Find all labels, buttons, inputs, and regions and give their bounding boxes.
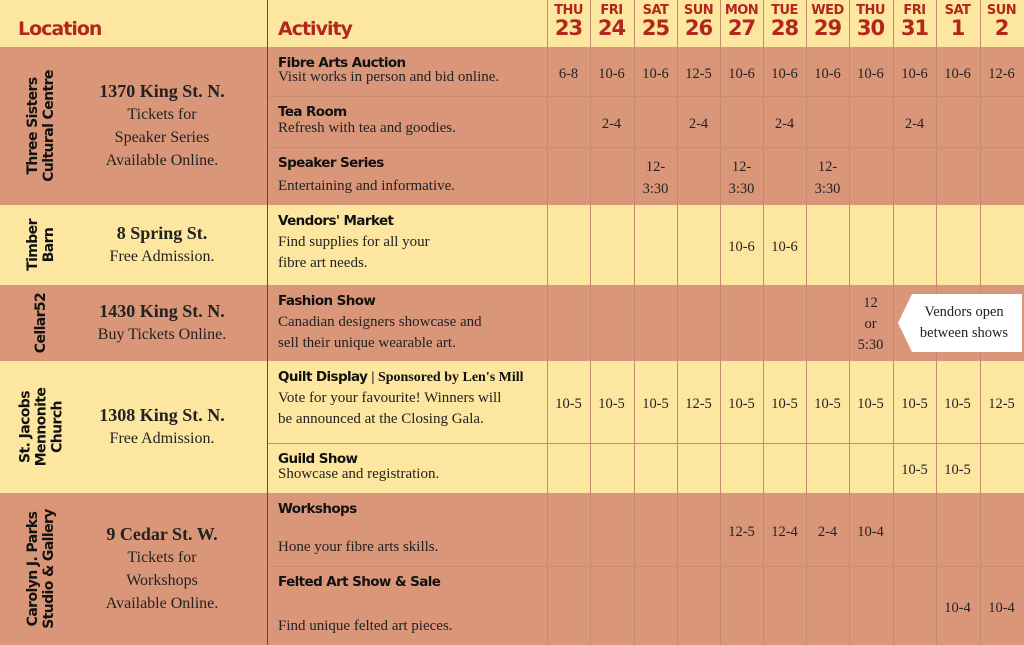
day-column-line	[849, 0, 850, 645]
time-cell: 10-6	[901, 65, 928, 82]
day-column-line	[893, 0, 894, 645]
location-note: Free Admission.	[109, 248, 215, 265]
location-details	[82, 493, 242, 645]
time-cell: 10-4	[988, 599, 1015, 616]
time-cell: 10-5	[901, 396, 928, 412]
day-number: 24	[597, 16, 626, 40]
day-of-week: SUN	[986, 3, 1017, 18]
day-number: 31	[900, 16, 929, 40]
location-name-text: St. Jacobs Mennonite Church	[16, 387, 65, 467]
activity-title-text: Quilt Display	[278, 369, 368, 385]
day-number: 27	[727, 16, 756, 40]
time-cell: 12- 3:30	[814, 159, 841, 197]
location-note: Tickets for	[127, 106, 197, 123]
activity-description: Showcase and registration.	[278, 466, 440, 482]
time-cell: 12-6	[988, 65, 1015, 82]
day-header	[590, 4, 633, 39]
location-note: Available Online.	[105, 595, 219, 612]
day-column-line	[547, 0, 548, 645]
time-cell: 12- 3:30	[728, 159, 755, 197]
day-of-week: SUN	[683, 3, 714, 18]
location-name-text: Cellar52	[33, 292, 49, 354]
location-address: 1430 King St. N.	[99, 301, 225, 321]
time-cell: 10-5	[944, 396, 971, 412]
day-of-week: THU	[554, 3, 583, 18]
activity-title-text: Guild Show	[278, 451, 358, 467]
time-cell: 10-5	[857, 396, 884, 412]
activity-title	[278, 574, 440, 590]
time-cell: 12 or 5:30	[857, 294, 884, 353]
activity-title-text: Tea Room	[278, 104, 347, 120]
time-cell: 10-6	[728, 239, 755, 255]
activity-description: Find unique felted art pieces.	[278, 618, 453, 634]
time-cell: 10-5	[771, 396, 798, 412]
day-header	[893, 4, 936, 39]
day-header	[806, 4, 849, 39]
day-column-line	[806, 0, 807, 645]
vendors-open-callout	[898, 294, 1022, 352]
time-cell: 12-5	[988, 396, 1015, 412]
day-of-week: WED	[811, 3, 844, 18]
time-cell: 10-6	[598, 65, 625, 82]
location-name	[0, 493, 82, 645]
time-cell: 6-8	[558, 65, 579, 82]
activity-title	[278, 213, 393, 229]
activity-description: Hone your fibre arts skills.	[278, 539, 439, 555]
day-column-line	[720, 0, 721, 645]
location-address: 1308 King St. N.	[99, 405, 225, 425]
activity-description: Canadian designers showcase and sell their unique wearable art.	[278, 314, 482, 351]
time-cell: 10-6	[944, 65, 971, 82]
location-details	[82, 361, 242, 493]
activity-title-text: Speaker Series	[278, 155, 384, 171]
day-header	[849, 4, 892, 39]
time-cell: 10-6	[771, 65, 798, 82]
day-number: 1	[950, 16, 965, 40]
activity-description: Refresh with tea and goodies.	[278, 120, 456, 136]
day-column-line	[634, 0, 635, 645]
time-cell: 10-6	[728, 65, 755, 82]
time-cell: 10-6	[642, 65, 669, 82]
time-cell: 2-4	[601, 115, 622, 132]
day-header	[763, 4, 806, 39]
time-cell: 10-5	[555, 396, 582, 412]
activity-title	[278, 155, 384, 171]
day-number: 30	[856, 16, 885, 40]
time-cell: 12- 3:30	[642, 159, 669, 197]
location-name	[0, 47, 82, 205]
activity-title	[278, 293, 375, 309]
location-name	[0, 205, 82, 285]
callout-text: Vendors open between shows	[919, 304, 1009, 341]
day-header	[980, 4, 1023, 39]
activity-header: Activity	[278, 18, 352, 40]
day-of-week: TUE	[771, 3, 798, 18]
day-of-week: MON	[724, 3, 759, 18]
activity-description: Vote for your favourite! Winners will be announced at the Closing Gala.	[278, 390, 502, 427]
location-note: Workshops	[126, 572, 198, 589]
day-number: 28	[770, 16, 799, 40]
day-of-week: FRI	[903, 3, 926, 18]
day-number: 25	[641, 16, 670, 40]
activity-title-text: Fibre Arts Auction	[278, 55, 406, 71]
time-cell: 10-5	[642, 396, 669, 412]
location-name-text: Three Sisters Cultural Centre	[25, 70, 57, 182]
time-cell: 12-4	[771, 523, 798, 540]
activity-title	[278, 369, 524, 386]
day-number: 29	[813, 16, 842, 40]
activity-title-text: Workshops	[278, 501, 357, 517]
time-cell: 10-6	[771, 239, 798, 255]
activity-divider	[268, 566, 1024, 567]
day-number: 26	[684, 16, 713, 40]
activity-sponsor: | Sponsored by Len's Mill	[371, 370, 524, 385]
location-note: Available Online.	[105, 152, 219, 169]
location-details	[82, 285, 242, 361]
day-header	[720, 4, 763, 39]
location-name-text: Carolyn J. Parks Studio & Gallery	[25, 509, 58, 629]
time-cell: 10-5	[728, 396, 755, 412]
activity-divider	[268, 147, 1024, 148]
day-of-week: SAT	[642, 3, 669, 18]
time-cell: 12-5	[685, 65, 712, 82]
activity-title-text: Felted Art Show & Sale	[278, 574, 441, 590]
activity-description: Entertaining and informative.	[278, 178, 456, 194]
day-header	[677, 4, 720, 39]
location-address: 9 Cedar St. W.	[106, 524, 218, 544]
time-cell: 2-4	[817, 523, 838, 540]
activity-description: Find supplies for all your fibre art needs.	[278, 234, 430, 271]
day-header	[547, 4, 590, 39]
day-of-week: SAT	[944, 3, 971, 18]
activity-title	[278, 501, 357, 517]
activity-title-text: Vendors' Market	[278, 213, 394, 229]
time-cell: 10-5	[901, 462, 928, 478]
activity-title-text: Fashion Show	[278, 293, 376, 309]
location-note: Buy Tickets Online.	[97, 326, 227, 343]
location-name	[0, 361, 82, 493]
day-header	[634, 4, 677, 39]
day-number: 2	[994, 16, 1009, 40]
time-cell: 10-6	[857, 65, 884, 82]
activity-divider	[268, 443, 1024, 444]
location-details	[82, 205, 242, 285]
activity-description: Visit works in person and bid online.	[278, 69, 500, 85]
time-cell: 10-5	[598, 396, 625, 412]
location-name-text: Timber Barn	[24, 219, 57, 271]
location-note: Free Admission.	[109, 430, 215, 447]
time-cell: 2-4	[688, 115, 709, 132]
time-cell: 2-4	[774, 115, 795, 132]
location-details	[82, 47, 242, 205]
location-name	[0, 285, 82, 361]
day-column-line	[590, 0, 591, 645]
location-note: Tickets for	[127, 549, 197, 566]
time-cell: 10-5	[944, 462, 971, 478]
day-column-line	[763, 0, 764, 645]
time-cell: 12-5	[685, 396, 712, 412]
day-header	[936, 4, 979, 39]
day-column-line	[677, 0, 678, 645]
location-address: 1370 King St. N.	[99, 81, 225, 101]
day-number: 23	[554, 16, 583, 40]
location-header: Location	[18, 18, 102, 40]
location-note: Speaker Series	[114, 129, 210, 146]
time-cell: 10-6	[814, 65, 841, 82]
time-cell: 10-5	[814, 396, 841, 412]
time-cell: 2-4	[904, 115, 925, 132]
time-cell: 10-4	[857, 523, 884, 540]
activity-divider	[268, 96, 1024, 97]
location-address: 8 Spring St.	[116, 223, 208, 243]
time-cell: 12-5	[728, 523, 755, 540]
time-cell: 10-4	[944, 599, 971, 616]
activity-column-line	[267, 0, 268, 645]
day-of-week: THU	[856, 3, 885, 18]
day-of-week: FRI	[600, 3, 623, 18]
